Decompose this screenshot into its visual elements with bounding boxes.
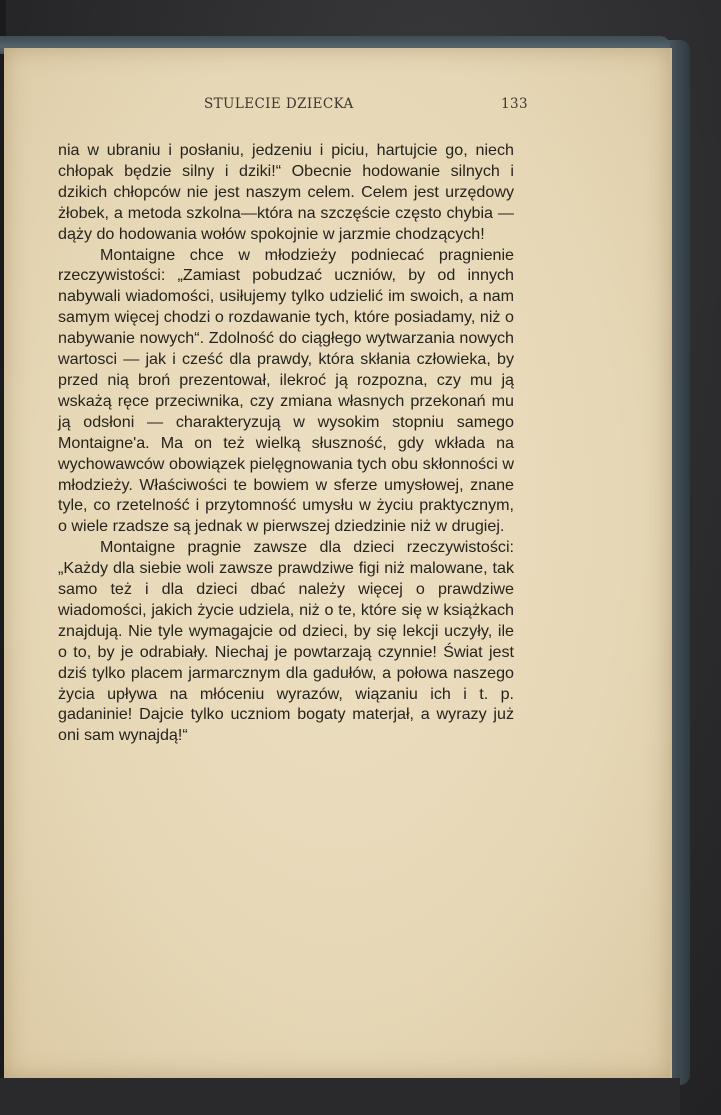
page-number: 133: [501, 96, 528, 112]
paragraph-montaigne-reality: Montaigne chce w młodzieży podniecać pragnienie rzeczywistości: „Zamiast pobudzać uczniów, by od innych nabywali wiadomości, usiłujemy tylko udzielić im swoich, a nam samym więcej chodzi o rozdawanie tych, które posiadamy, niż o nabywanie nowych“. Zdolność do ciągłego wytwarzania nowych wartosci — jak i cześć dla prawdy, która skłania człowieka, by przed nią broń prezentował, ilekroć ją rozpozna, czy mu ją wskażą ręce przeciwnika, czy zmiana własnych przekonań mu ją odsłoni — charakteryzują w wysokim stopniu samego Montaigne'a. Ma on też wielką słuszność, gdy wkłada na wychowawców obowiązek pielęgnowania tych obu skłonności w młodzieży. Właściwości te bowiem w sferze umysłowej, znane tyle, co rzetelność i przytomność umysłu w życiu praktycznym, o wiele rzadsze są jednak w pierwszej dziedzinie niż w drugiej.: [58, 245, 514, 536]
body-text: [58, 140, 514, 746]
page-header: [58, 96, 528, 120]
scan-bottom-background: [0, 1078, 680, 1115]
paragraph-continued: nia w ubraniu i posłaniu, jedzeniu i piciu, hartujcie go, niech chłopak będzie silny i dziki!“ Obecnie hodowanie silnych i dzikich chłopców nie jest naszym celem. Celem jest urzędowy żłobek, a metoda szkolna—która na szczęście często chybia — dąży do hodowania wołów spokojnie w jarzmie chodzących!: [58, 141, 514, 243]
running-title: STULECIE DZIECKA: [204, 96, 354, 112]
paragraph-montaigne-quote: Montaigne pragnie zawsze dla dzieci rzeczywistości: „Każdy dla siebie woli zawsze prawdziwe figi niż malowane, tak samo też i dla dzieci dbać należy więcej o prawdziwe wiadomości, jakich życie udziela, niż o te, które się w książkach znajdują. Nie tyle wymagajcie od dzieci, by się lekcji uczyły, ile o to, by je odrabiały. Niechaj je powtarzają czynnie! Świat jest dziś tylko placem jarmarcznym dla gadułów, a połowa naszego życia upływa na młóceniu wyrazów, wiązaniu ich i t. p. gadaninie! Dajcie tylko uczniom bogaty materjał, a wyrazy już oni sam wynajdą!“: [58, 538, 514, 745]
